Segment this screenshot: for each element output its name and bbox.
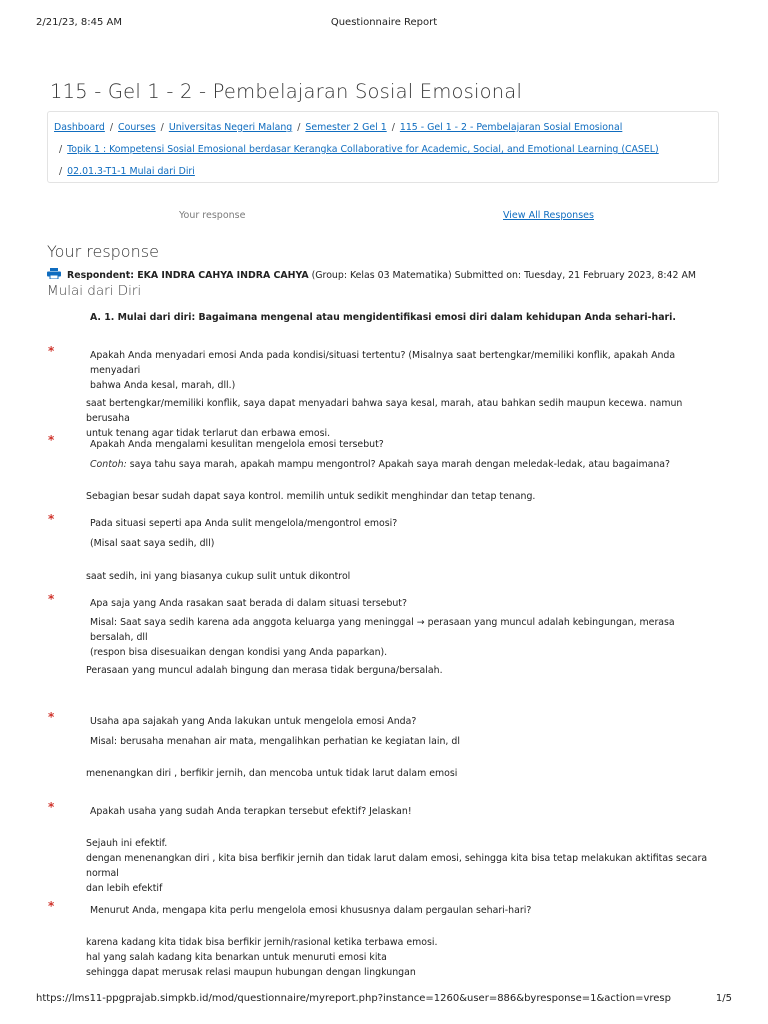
answer-text: dan lebih efektif: [86, 883, 163, 894]
breadcrumb-link-semester[interactable]: Semester 2 Gel 1: [305, 122, 387, 133]
answer-text: dengan menenangkan diri , kita bisa berfikir jernih dan tidak larut dalam emosi, sehingga kita bisa tetap melakukan aktifitas secara normal: [86, 853, 708, 879]
answer-text: sehingga dapat merusak relasi maupun hubungan dengan lingkungan: [86, 967, 416, 978]
breadcrumb-link-university[interactable]: Universitas Negeri Malang: [168, 122, 293, 133]
question-text: Apakah Anda mengalami kesulitan mengelola emosi tersebut?: [90, 439, 384, 450]
question-text: Misal: Saat saya sedih karena ada anggota keluarga yang meninggal → perasaan yang muncul adalah kebingungan, merasa bersalah, dll: [90, 617, 675, 643]
answer-6: [86, 836, 726, 896]
question-text: Misal: berusaha menahan air mata, mengalihkan perhatian ke kegiatan lain, dl: [90, 736, 460, 747]
answer-7: [86, 935, 726, 980]
print-footer: [36, 993, 732, 1007]
breadcrumb-link-activity[interactable]: 02.01.3-T1-1 Mulai dari Diri: [67, 166, 195, 177]
printer-icon[interactable]: [47, 268, 61, 279]
print-datetime: 2/21/23, 8:45 AM: [36, 17, 123, 28]
breadcrumb-separator: /: [59, 166, 63, 177]
answer-text: Perasaan yang muncul adalah bingung dan merasa tidak berguna/bersalah.: [86, 665, 443, 676]
required-marker: *: [48, 710, 55, 724]
breadcrumb-link-topic[interactable]: Topik 1 : Kompetensi Sosial Emosional berdasar Kerangka Collaborative for Academic, Social, and Emotional Learning (CASEL): [67, 144, 659, 155]
question-text: (Misal saat saya sedih, dll): [90, 538, 215, 549]
tab-your-response[interactable]: Your response: [179, 210, 246, 221]
question-text: Pada situasi seperti apa Anda sulit mengelola/mengontrol emosi?: [90, 518, 398, 529]
breadcrumb-line-2: [54, 144, 659, 155]
required-marker: *: [48, 512, 55, 526]
breadcrumb-separator: /: [59, 144, 63, 155]
question-5: [90, 714, 720, 749]
question-2: [90, 437, 720, 472]
question-4: [90, 596, 720, 660]
answer-text: saat bertengkar/memiliki konflik, saya dapat menyadari bahwa saya kesal, marah, atau bahkan sedih maupun kecewa. namun berusaha: [86, 398, 683, 424]
answer-4: [86, 663, 726, 678]
breadcrumb-separator: /: [391, 122, 395, 133]
respondent-info: [47, 268, 696, 281]
question-text: (respon bisa disesuaikan dengan kondisi yang Anda paparkan).: [90, 647, 388, 658]
view-all-responses-link[interactable]: View All Responses: [503, 210, 594, 221]
page-number: 1/5: [715, 993, 732, 1004]
answer-text: untuk tenang agar tidak terlarut dan erbawa emosi.: [86, 428, 331, 439]
question-text: Menurut Anda, mengapa kita perlu mengelola emosi khususnya dalam pergaulan sehari-hari?: [90, 905, 532, 916]
print-title: Questionnaire Report: [330, 17, 438, 28]
breadcrumb-separator: /: [297, 122, 301, 133]
answer-3: [86, 569, 726, 584]
required-marker: *: [48, 592, 55, 606]
answer-text: hal yang salah kadang kita benarkan untuk menuruti emosi kita: [86, 952, 387, 963]
respondent-name: Respondent: EKA INDRA CAHYA INDRA CAHYA: [67, 270, 309, 281]
question-text: bahwa Anda kesal, marah, dll.): [90, 380, 236, 391]
breadcrumb-line-1: [54, 122, 622, 133]
question-6: [90, 804, 720, 819]
hint-text: saya tahu saya marah, apakah mampu mengontrol? Apakah saya marah dengan meledak-ledak, atau bagaimana?: [129, 459, 671, 470]
question-text: Apakah usaha yang sudah Anda terapkan tersebut efektif? Jelaskan!: [90, 806, 412, 817]
required-marker: *: [48, 800, 55, 814]
answer-text: Sebagian besar sudah dapat saya kontrol. memilih untuk sedikit menghindar dan tetap tenang.: [86, 491, 536, 502]
answer-text: menenangkan diri , berfikir jernih, dan mencoba untuk tidak larut dalam emosi: [86, 768, 458, 779]
answer-2: [86, 489, 726, 504]
question-text: Usaha apa sajakah yang Anda lakukan untuk mengelola emosi Anda?: [90, 716, 417, 727]
answer-text: Sejauh ini efektif.: [86, 838, 168, 849]
print-header: [36, 17, 732, 31]
answer-5: [86, 766, 726, 781]
page-title: 115 - Gel 1 - 2 - Pembelajaran Sosial Emosional: [50, 80, 523, 103]
breadcrumb-link-courses[interactable]: Courses: [118, 122, 156, 133]
submitted-on: Submitted on: Tuesday, 21 February 2023, 8:42 AM: [454, 270, 696, 281]
breadcrumb-line-3: [54, 166, 195, 177]
section-title: Mulai dari Diri: [47, 283, 142, 299]
hint-label: Contoh:: [90, 459, 127, 470]
response-heading: Your response: [47, 242, 159, 261]
breadcrumb-link-dashboard[interactable]: Dashboard: [54, 122, 105, 133]
question-3: [90, 516, 720, 551]
answer-text: saat sedih, ini yang biasanya cukup sulit untuk dikontrol: [86, 571, 351, 582]
breadcrumb-separator: /: [109, 122, 114, 133]
respondent-group: (Group: Kelas 03 Matematika): [311, 270, 452, 281]
answer-1: [86, 396, 726, 441]
print-url: https://lms11-ppgprajab.simpkb.id/mod/questionnaire/myreport.php?instance=1260&user=886&byresponse=1&action=vresp: [36, 993, 671, 1004]
question-text: Apakah Anda menyadari emosi Anda pada kondisi/situasi tertentu? (Misalnya saat bertengkar/memiliki konflik, apakah Anda menyadari: [90, 350, 676, 376]
question-hint: [90, 457, 720, 472]
question-1: [90, 348, 720, 393]
required-marker: *: [48, 899, 55, 913]
required-marker: *: [48, 433, 55, 447]
answer-text: karena kadang kita tidak bisa berfikir jernih/rasional ketika terbawa emosi.: [86, 937, 438, 948]
breadcrumb-separator: /: [160, 122, 164, 133]
breadcrumb-link-course[interactable]: 115 - Gel 1 - 2 - Pembelajaran Sosial Emosional: [399, 122, 623, 133]
question-7: [90, 903, 720, 918]
required-marker: *: [48, 344, 55, 358]
section-lead: A. 1. Mulai dari diri: Bagaimana mengenal atau mengidentifikasi emosi diri dalam kehidupan Anda sehari-hari.: [90, 312, 676, 323]
breadcrumb: [47, 111, 719, 183]
question-text: Apa saja yang Anda rasakan saat berada di dalam situasi tersebut?: [90, 598, 407, 609]
